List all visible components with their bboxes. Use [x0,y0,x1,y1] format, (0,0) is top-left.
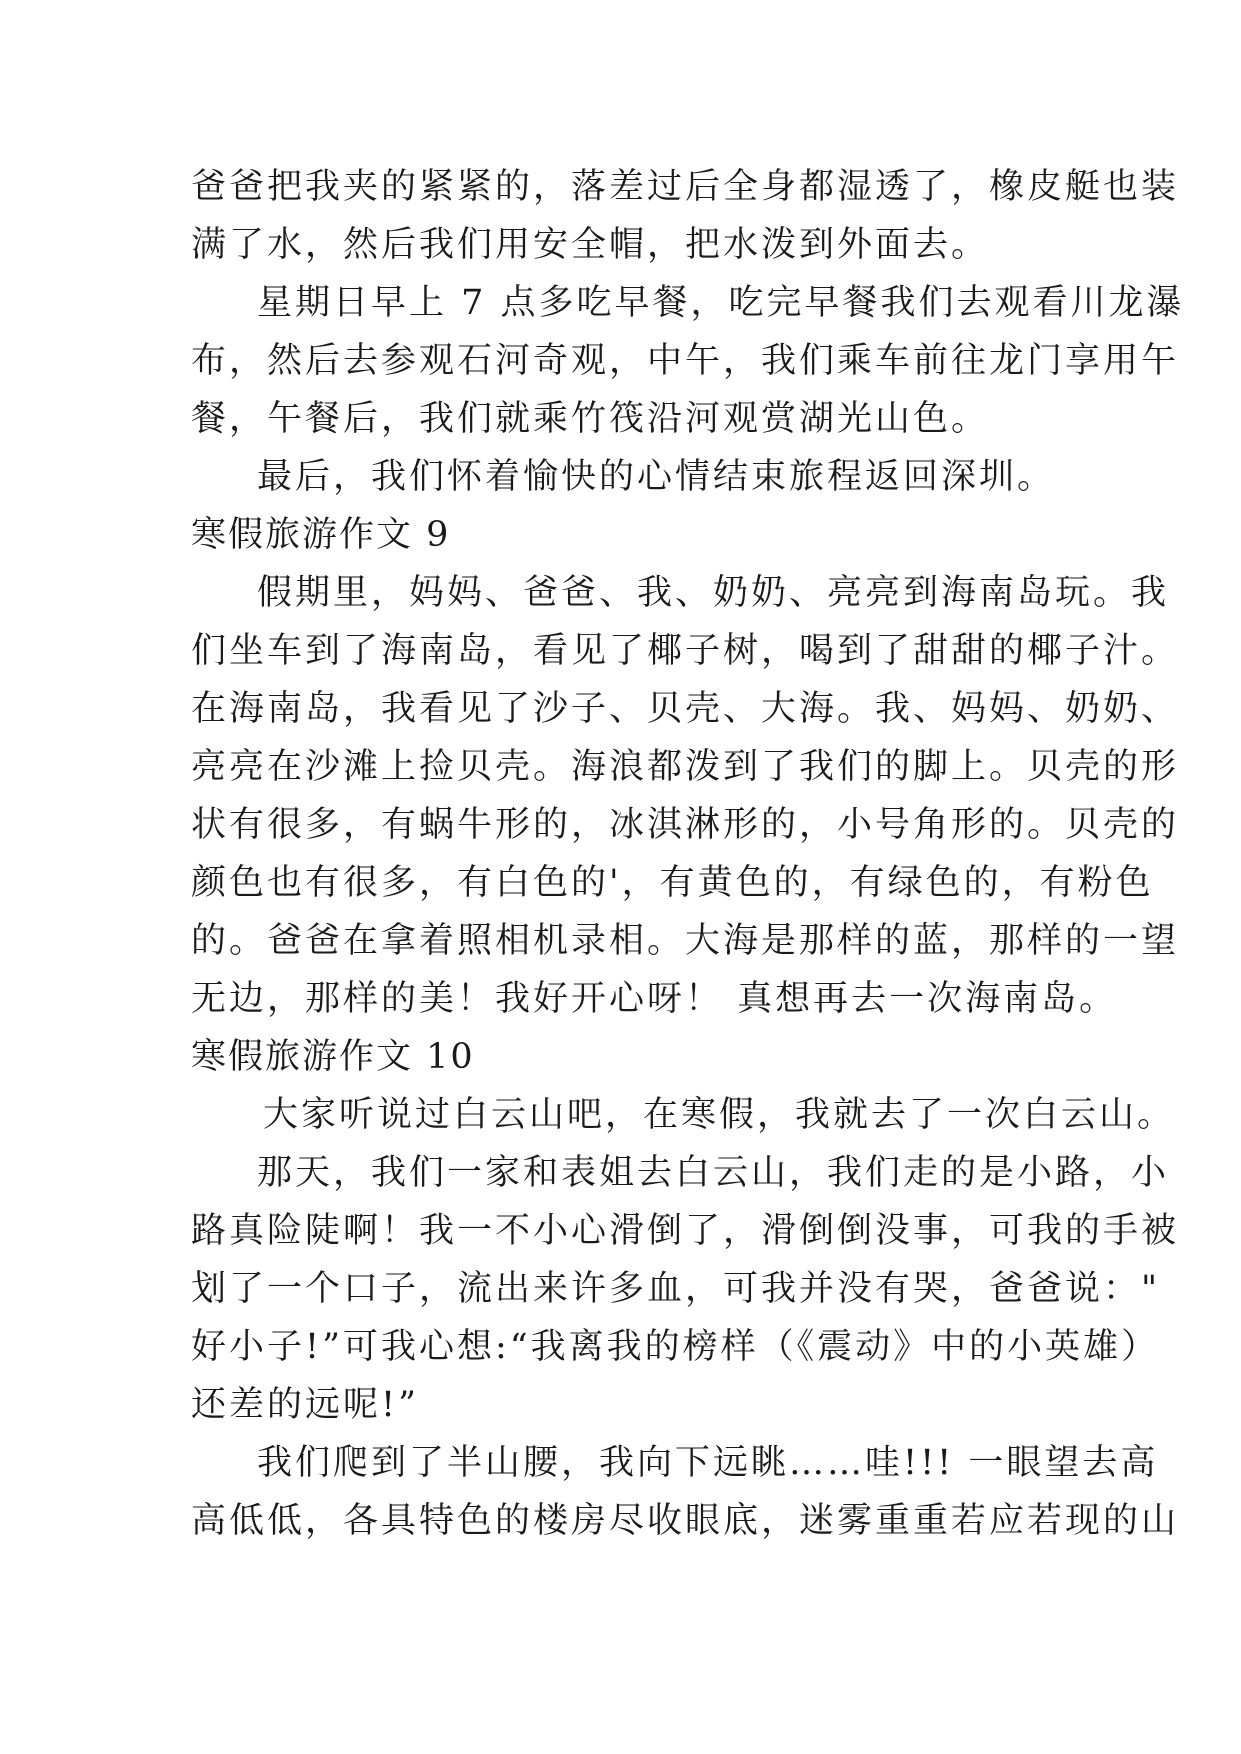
text-line: 颜色也有很多，有白色的'，有黄色的，有绿色的，有粉色 [191,863,1154,903]
text-line: 路真险陡啊！我一不小心滑倒了，滑倒倒没事，可我的手被 [191,1211,1180,1251]
text-line: 餐，午餐后，我们就乘竹筏沿河观赏湖光山色。 [191,399,990,439]
paragraph-first-line: 假期里，妈妈、爸爸、我、奶奶、亮亮到海南岛玩。我 [257,573,1170,613]
paragraph-first-line: 最后，我们怀着愉快的心情结束旅程返回深圳。 [257,457,1056,497]
text-line: 在海南岛，我看见了沙子、贝壳、大海。我、妈妈、奶奶、 [191,689,1180,729]
paragraph-first-line: 我们爬到了半山腰，我向下远眺……哇!!! 一眼望去高 [257,1443,1159,1483]
text-line: 爸爸把我夹的紧紧的，落差过后全身都湿透了，橡皮艇也装 [191,167,1180,207]
text-line: 无边，那样的美！我好开心呀！ 真想再去一次海南岛。 [191,979,1118,1019]
text-line: 们坐车到了海南岛，看见了椰子树，喝到了甜甜的椰子汁。 [191,631,1180,671]
paragraph-first-line: 大家听说过白云山吧，在寒假，我就去了一次白云山。 [263,1095,1176,1135]
text-line: 划了一个口子，流出来许多血，可我并没有哭，爸爸说：" [191,1269,1161,1309]
paragraph-first-line: 那天，我们一家和表姐去白云山，我们走的是小路，小 [257,1153,1170,1193]
text-line: 好小子!”可我心想:“我离我的榜样（《震动》中的小英雄） [191,1327,1160,1367]
essay-heading: 寒假旅游作文 9 [191,515,451,555]
text-line: 还差的远呢!” [191,1385,419,1425]
text-line: 布，然后去参观石河奇观，中午，我们乘车前往龙门享用午 [191,341,1180,381]
paragraph-first-line: 星期日早上 7 点多吃早餐，吃完早餐我们去观看川龙瀑 [257,283,1185,323]
text-line: 的。爸爸在拿着照相机录相。大海是那样的蓝，那样的一望 [191,921,1180,961]
document-body [191,158,1185,1550]
text-line: 满了水，然后我们用安全帽，把水泼到外面去。 [191,225,990,265]
text-line: 亮亮在沙滩上捡贝壳。海浪都泼到了我们的脚上。贝壳的形 [191,747,1180,787]
text-line: 高低低，各具特色的楼房尽收眼底，迷雾重重若应若现的山 [191,1501,1180,1541]
essay-heading: 寒假旅游作文 10 [191,1037,475,1077]
text-line: 状有很多，有蜗牛形的，冰淇淋形的，小号角形的。贝壳的 [191,805,1180,845]
